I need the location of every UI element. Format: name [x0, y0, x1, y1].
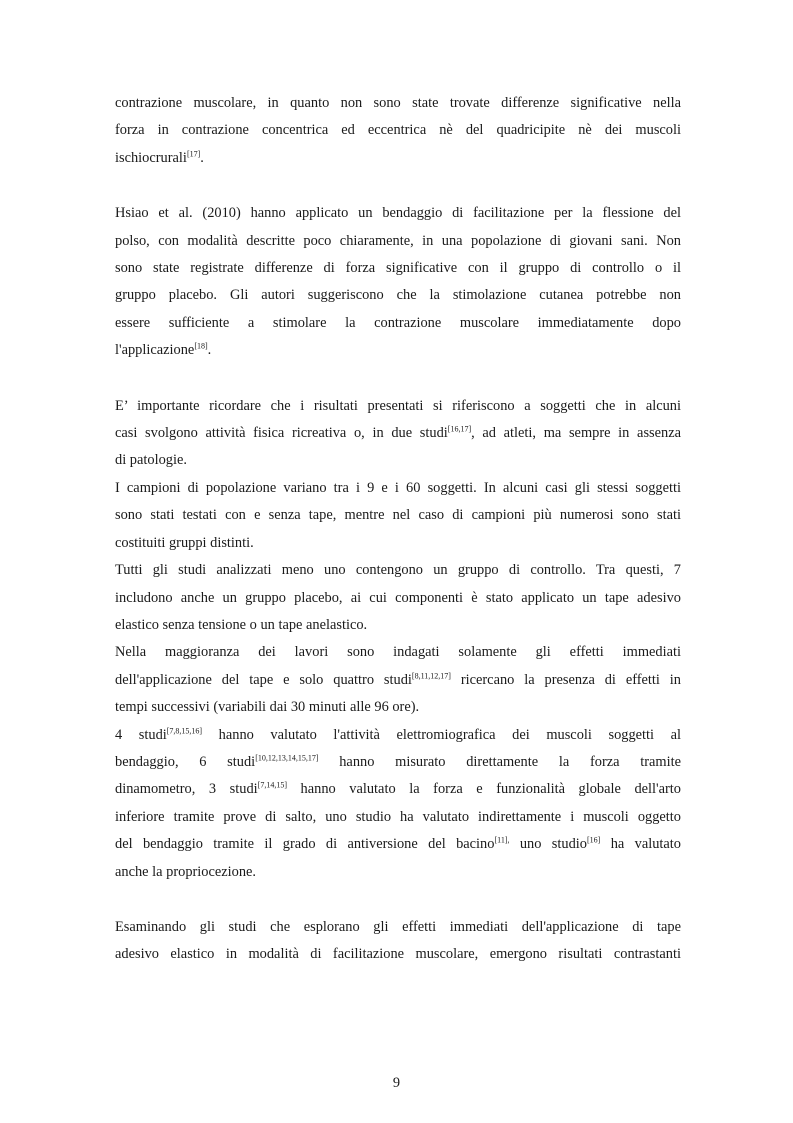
text-line [115, 337, 681, 364]
citation-ref: [11], [494, 835, 510, 845]
paragraph-gap [115, 886, 681, 914]
citation-ref: [7,14,15] [257, 780, 287, 790]
text-line [115, 502, 681, 529]
text-line [115, 776, 681, 803]
text-run: dinamometro, 3 studi [115, 781, 258, 798]
text-line [115, 475, 681, 502]
text-run: essere sufficiente a stimolare la contrazione muscolare immediatamente dopo [115, 314, 681, 331]
text-line [115, 694, 681, 721]
text-line [115, 420, 681, 447]
text-run: E’ importante ricordare che i risultati presentati si riferiscono a soggetti che in alcuni [115, 397, 681, 414]
text-line [115, 941, 681, 968]
text-run: l'applicazione [115, 342, 195, 359]
paragraph-4 [115, 914, 681, 969]
text-run: sono stati testati con e senza tape, mentre nel caso di campioni più numerosi sono stati [115, 507, 681, 524]
text-run: hanno valutato l'attività elettromiografica dei muscoli soggetti al [202, 726, 681, 743]
paragraph-gap [115, 365, 681, 393]
text-run: ha valutato [600, 836, 682, 853]
text-run: anche la propriocezione. [115, 863, 257, 880]
text-line [115, 722, 681, 749]
citation-ref: [18] [194, 341, 208, 351]
text-run: includono anche un gruppo placebo, ai cui componenti è stato applicato un tape adesivo [115, 589, 681, 606]
text-run: gruppo placebo. Gli autori suggeriscono che la stimolazione cutanea potrebbe non [115, 287, 681, 304]
text-line [115, 145, 681, 172]
text-run: casi svolgono attività fisica ricreativa o, in due studi [115, 425, 448, 442]
text-run: , ad atleti, ma sempre in assenza [471, 425, 682, 442]
text-line [115, 282, 681, 309]
text-run: Hsiao et al. (2010) hanno applicato un bendaggio di facilitazione per la flessione del [115, 205, 681, 222]
paragraph-2 [115, 200, 681, 364]
text-line [115, 90, 681, 117]
text-line [115, 228, 681, 255]
text-line [115, 393, 681, 420]
text-line [115, 914, 681, 941]
text-run: tempi successivi (variabili dai 30 minuti alle 96 ore). [115, 699, 420, 716]
paragraph-1 [115, 90, 681, 172]
paragraph-gap [115, 172, 681, 200]
citation-ref: [17] [186, 149, 201, 159]
citation-ref: [7,8,15,16] [166, 725, 203, 735]
text-run: Tutti gli studi analizzati meno uno contengono un gruppo di controllo. Tra questi, 7 [115, 562, 681, 579]
text-run: uno studio [509, 836, 587, 853]
text-line [115, 667, 681, 694]
page-number: 9 [392, 1075, 401, 1091]
text-line [115, 530, 681, 557]
text-line [115, 859, 681, 886]
text-line [115, 831, 681, 858]
text-run: costituiti gruppi distinti. [115, 534, 254, 551]
citation-ref: [8,11,12,17] [411, 671, 451, 681]
text-run: di patologie. [115, 452, 187, 469]
text-run: hanno valutato la forza e funzionalità globale dell'arto [286, 781, 681, 798]
paragraph-3 [115, 393, 681, 886]
text-run: forza in contrazione concentrica ed eccentrica nè del quadricipite nè dei muscoli [115, 122, 681, 139]
text-run: . [200, 149, 204, 166]
text-run: . [207, 342, 212, 359]
text-line [115, 749, 681, 776]
text-line [115, 447, 681, 474]
text-line [115, 310, 681, 337]
text-run: Nella maggioranza dei lavori sono indagati solamente gli effetti immediati [115, 644, 681, 661]
text-run: elastico senza tensione o un tape anelastico. [115, 616, 368, 633]
text-line [115, 612, 681, 639]
text-line [115, 117, 681, 144]
text-run: 4 studi [115, 726, 167, 743]
text-line [115, 804, 681, 831]
text-run: del bendaggio tramite il grado di antiversione del bacino [115, 836, 495, 853]
text-run: dell'applicazione del tape e solo quattro studi [115, 671, 412, 688]
citation-ref: [10,12,13,14,15,17] [255, 753, 319, 763]
text-run: bendaggio, 6 studi [115, 753, 256, 770]
text-run: sono state registrate differenze di forza significative con il gruppo di controllo o il [115, 260, 681, 277]
text-run: Esaminando gli studi che esplorano gli effetti immediati dell'applicazione di tape [115, 918, 681, 935]
citation-ref: [16] [587, 835, 601, 845]
text-run: ischiocrurali [115, 149, 187, 166]
text-line [115, 200, 681, 227]
text-run: I campioni di popolazione variano tra i 9 e i 60 soggetti. In alcuni casi gli stessi soggetti [115, 479, 681, 496]
body-text [115, 90, 681, 969]
text-line [115, 557, 681, 584]
text-run: adesivo elastico in modalità di facilitazione muscolare, emergono risultati contrastanti [115, 946, 681, 963]
text-run: inferiore tramite prove di salto, uno studio ha valutato indirettamente i muscoli oggetto [115, 808, 681, 825]
text-line [115, 255, 681, 282]
text-run: ricercano la presenza di effetti in [450, 671, 681, 688]
citation-ref: [16,17] [447, 424, 472, 434]
text-run: contrazione muscolare, in quanto non sono state trovate differenze significative nella [115, 95, 681, 111]
text-run: hanno misurato direttamente la forza tramite [318, 753, 682, 770]
text-line [115, 639, 681, 666]
text-run: polso, con modalità descritte poco chiaramente, in una popolazione di giovani sani. Non [115, 232, 681, 249]
text-line [115, 585, 681, 612]
